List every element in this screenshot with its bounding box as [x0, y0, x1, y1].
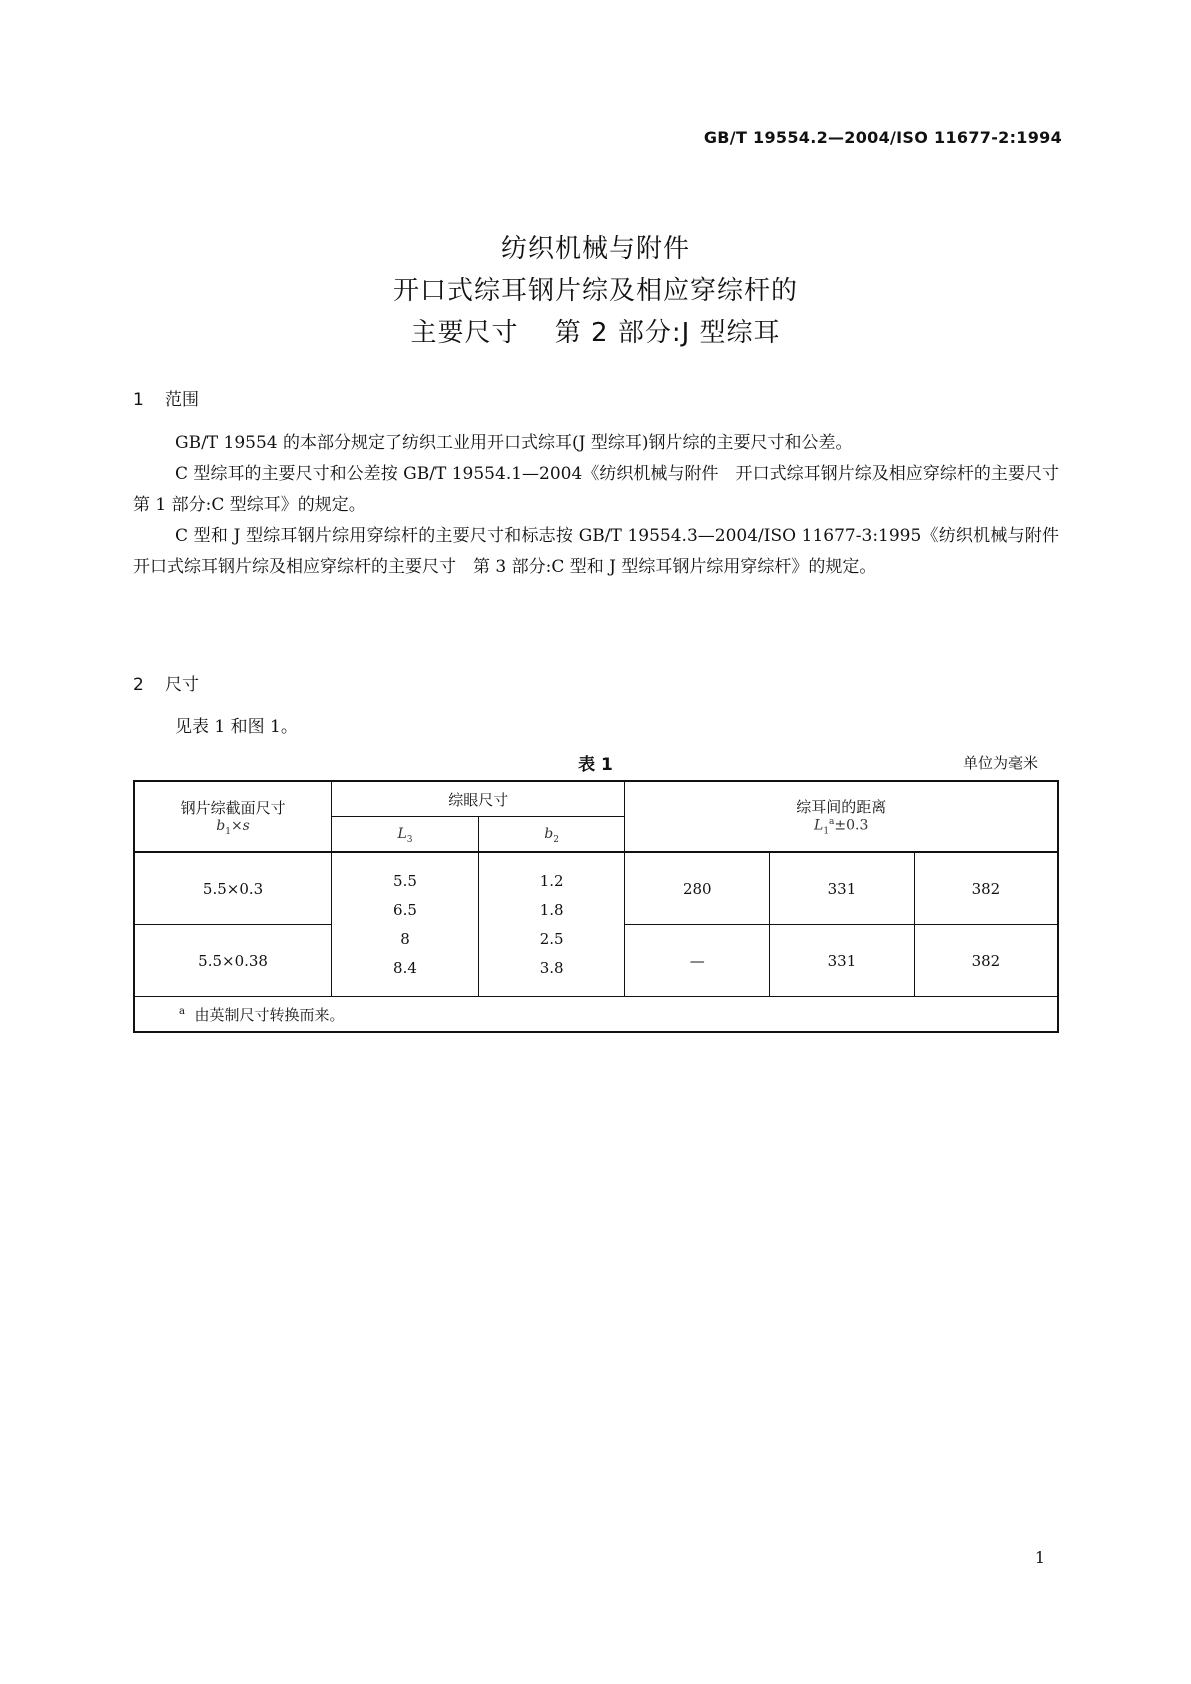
footnote-mark: a: [179, 1005, 185, 1017]
cell-b2-values: 1.2 1.8 2.5 3.8: [478, 852, 625, 997]
title-line-3: 主要尺寸 第 2 部分:J 型综耳: [410, 318, 781, 348]
section-title: 尺寸: [165, 675, 199, 695]
symbol-l1: $L_1^a\pm 0.3$: [814, 817, 869, 837]
title-line-1: 纺织机械与附件: [500, 234, 690, 264]
paragraph-scope-3: C 型和 J 型综耳钢片综用穿综杆的主要尺寸和标志按 GB/T 19554.3—2004/ISO 11677-3:1995《纺织机械与附件 开口式综耳钢片综及相应穿综杆的主要尺寸 第 3 部分:C 型和 J 型综耳钢片综用穿综杆》的规定。: [133, 526, 1076, 577]
document-title: [0, 228, 1191, 354]
section-title: 范围: [165, 390, 199, 410]
section-heading-dimensions: [133, 670, 199, 695]
cell-section: 5.5×0.3: [134, 852, 332, 925]
paragraph-scope-2: C 型综耳的主要尺寸和公差按 GB/T 19554.1—2004《纺织机械与附件 开口式综耳钢片综及相应穿综杆的主要尺寸 第 1 部分:C 型综耳》的规定。: [133, 464, 1076, 515]
footnote-text: 由英制尺寸转换而来。: [194, 1005, 345, 1024]
cell-distance: 382: [914, 925, 1058, 997]
table-caption: 表 1: [578, 755, 613, 775]
header-l3: $L_3$: [332, 817, 479, 853]
cell-l3-values: 5.5 6.5 8 8.4: [332, 852, 479, 997]
section-number: 2: [133, 675, 144, 695]
header-eye-size: 综眼尺寸: [332, 781, 625, 817]
title-line-2: 开口式综耳钢片综及相应穿综杆的: [392, 276, 798, 306]
section-heading-scope: [133, 385, 199, 410]
cell-section: 5.5×0.38: [134, 925, 332, 997]
header-distance: 综耳间的距离 $L_1^a\pm 0.3$: [625, 781, 1058, 852]
dimensions-table: [133, 780, 1059, 1033]
table-footnote-row: [134, 997, 1058, 1033]
cell-distance: —: [625, 925, 770, 997]
table-footnote: [134, 997, 1058, 1033]
section-number: 1: [133, 390, 144, 410]
cell-distance: 331: [770, 852, 915, 925]
header-b2: $b_2$: [478, 817, 625, 853]
header-section-size: 钢片综截面尺寸 $b_1\times s$: [134, 781, 332, 852]
table-unit-note: 单位为毫米: [962, 754, 1038, 772]
cell-distance: 331: [770, 925, 915, 997]
table-header-row: [134, 781, 1058, 817]
page-number: 1: [1034, 1548, 1045, 1567]
table-row: [134, 852, 1058, 925]
standard-code: GB/T 19554.2—2004/ISO 11677-2:1994: [703, 128, 1062, 147]
paragraph-dimensions: 见表 1 和图 1。: [175, 717, 298, 737]
cell-distance: 280: [625, 852, 770, 925]
paragraph-scope-1: GB/T 19554 的本部分规定了纺织工业用开口式综耳(J 型综耳)钢片综的主要尺寸和公差。: [175, 433, 853, 453]
symbol-b1xs: $b_1\times s$: [216, 817, 250, 837]
cell-distance: 382: [914, 852, 1058, 925]
